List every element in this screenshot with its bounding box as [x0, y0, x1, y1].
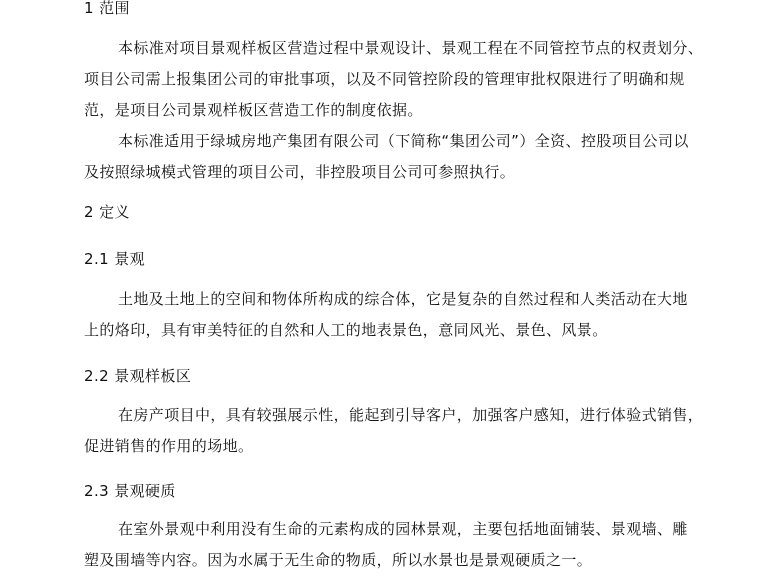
paragraph-hardscape	[84, 514, 724, 576]
text-line: 促进销售的作用的场地。	[84, 437, 254, 455]
paragraph-landscape	[84, 284, 724, 346]
paragraph-scope-2	[84, 126, 724, 188]
subsection-heading-hardscape: 2.3 景观硬质	[84, 482, 176, 500]
text-line: 项目公司需上报集团公司的审批事项，以及不同管控阶段的管理审批权限进行了明确和规	[84, 70, 685, 88]
text-line: 本标准对项目景观样板区营造过程中景观设计、景观工程在不同管控节点的权责划分、	[118, 39, 704, 57]
subsection-heading-landscape-sample-area: 2.2 景观样板区	[84, 367, 192, 385]
text-line: 本标准适用于绿城房地产集团有限公司（下简称“集团公司”）全资、控股项目公司以	[118, 132, 689, 150]
text-line: 塑及围墙等内容。因为水属于无生命的物质，所以水景也是景观硬质之一。	[84, 551, 593, 569]
section-heading-definitions: 2 定义	[84, 203, 130, 221]
subsection-heading-landscape: 2.1 景观	[84, 250, 146, 268]
text-line: 土地及土地上的空间和物体所构成的综合体，它是复杂的自然过程和人类活动在大地	[118, 290, 688, 308]
section-heading-scope: 1 范围	[84, 0, 130, 17]
text-line: 在房产项目中，具有较强展示性，能起到引导客户，加强客户感知，进行体验式销售，	[118, 406, 704, 424]
text-line: 在室外景观中利用没有生命的元素构成的园林景观，主要包括地面铺装、景观墙、雕	[118, 520, 688, 538]
paragraph-landscape-sample-area	[84, 400, 724, 462]
text-line: 范，是项目公司景观样板区营造工作的制度依据。	[84, 101, 423, 119]
text-line: 上的烙印，具有审美特征的自然和人工的地表景色，意同风光、景色、风景。	[84, 321, 608, 339]
text-line: 及按照绿城模式管理的项目公司，非控股项目公司可参照执行。	[84, 163, 516, 181]
paragraph-scope-1	[84, 33, 724, 126]
